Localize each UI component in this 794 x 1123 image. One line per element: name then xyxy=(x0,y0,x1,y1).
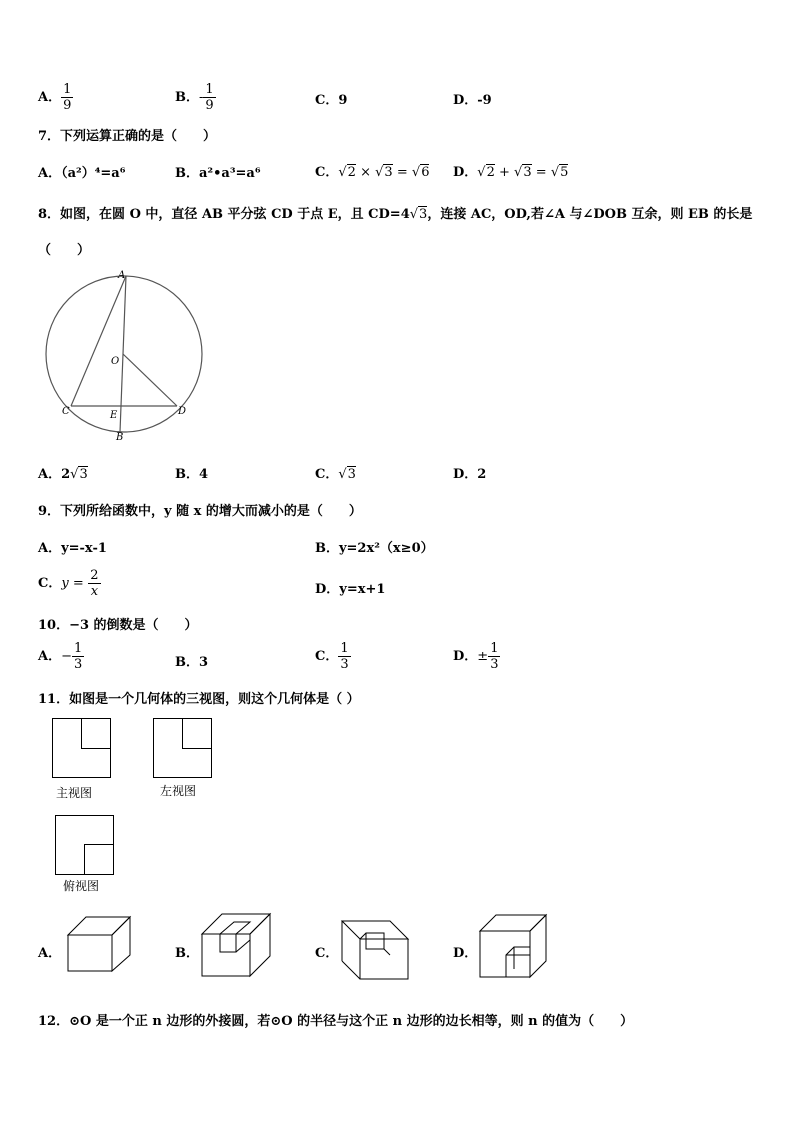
numerator: 1 xyxy=(74,641,83,656)
q9-option-c-fraction xyxy=(88,568,100,599)
q10-option-c-fraction xyxy=(338,641,350,672)
denominator: 9 xyxy=(205,98,214,113)
q10-option-d-fraction xyxy=(488,641,500,672)
operator: + xyxy=(499,165,510,180)
q10-option-a-sign: − xyxy=(61,649,72,664)
equals: = xyxy=(535,165,547,180)
label-b: B xyxy=(116,432,124,443)
q10-stem: 10．−3 的倒数是（ ） xyxy=(38,618,198,633)
q10-option-c[interactable] xyxy=(315,641,351,672)
q8-option-d[interactable]: D．2 xyxy=(453,467,487,482)
denominator: 3 xyxy=(74,657,83,672)
q6-option-a-label: A． xyxy=(38,90,62,105)
q11-option-b-label[interactable]: B． xyxy=(175,946,199,961)
q8-option-c[interactable]: C．√3 xyxy=(315,467,356,482)
q11-option-a-label[interactable]: A． xyxy=(38,946,62,961)
q9-option-a[interactable]: A．y=-x-1 xyxy=(38,541,107,556)
label-d: D xyxy=(178,406,187,417)
numerator: 1 xyxy=(205,82,214,97)
q10-option-d-label: D． xyxy=(453,649,478,664)
left-view-label: 左视图 xyxy=(160,784,197,798)
q6-option-c[interactable]: C．9 xyxy=(315,93,348,108)
q11-option-b-solid[interactable] xyxy=(200,912,274,978)
chord-ac xyxy=(71,276,126,406)
q9-stem: 9．下列所给函数中，y 随 x 的增大而减小的是（ ） xyxy=(38,504,362,519)
label-a: A xyxy=(118,270,126,281)
q9-option-c-y: y = xyxy=(61,576,84,591)
numerator: 1 xyxy=(340,641,349,656)
label-o: O xyxy=(111,356,120,367)
sqrt-operand: 5 xyxy=(560,165,569,180)
q11-option-c-label[interactable]: C． xyxy=(315,946,339,961)
q10-option-a[interactable] xyxy=(38,641,84,672)
q10-option-a-fraction xyxy=(72,641,84,672)
q9-option-c-label: C． xyxy=(38,576,62,591)
denominator: x xyxy=(88,583,100,599)
q11-option-a-solid[interactable] xyxy=(66,915,134,973)
q11-option-d-label[interactable]: D． xyxy=(453,946,478,961)
q6-option-b-sign: - xyxy=(199,90,204,105)
q7-option-b[interactable]: B．a²•a³=a⁶ xyxy=(175,166,261,181)
top-view-label: 俯视图 xyxy=(63,879,100,893)
q8-option-a-label: A．2 xyxy=(38,467,71,482)
front-view-label: 主视图 xyxy=(56,786,93,800)
q7-option-c-label: C． xyxy=(315,165,339,180)
q10-option-c-label: C． xyxy=(315,649,339,664)
left-view-figure xyxy=(153,718,213,780)
q11-option-c-solid[interactable] xyxy=(340,915,412,981)
q8-option-a[interactable]: A．2√3 xyxy=(38,467,88,482)
q8-stem-sqrt: 3 xyxy=(419,207,428,222)
q10-option-b[interactable]: B．3 xyxy=(175,655,209,670)
label-e: E xyxy=(110,410,118,421)
equals: = xyxy=(396,165,408,180)
q10-option-a-label: A． xyxy=(38,649,62,664)
front-view-figure xyxy=(52,718,112,780)
denominator: 9 xyxy=(63,98,72,113)
q9-option-c[interactable] xyxy=(38,568,101,599)
q9-option-d[interactable]: D．y=x+1 xyxy=(315,582,386,597)
q8-option-b[interactable]: B．4 xyxy=(175,467,209,482)
sqrt-operand: 3 xyxy=(79,467,88,482)
operator: × xyxy=(360,165,371,180)
q11-stem: 11．如图是一个几何体的三视图，则这个几何体是（ ） xyxy=(38,692,360,707)
numerator: 1 xyxy=(490,641,499,656)
q6-option-a[interactable] xyxy=(38,82,73,113)
q7-option-d-label: D． xyxy=(453,165,478,180)
q11-option-d-solid[interactable] xyxy=(478,913,550,979)
label-c: C xyxy=(62,406,70,417)
sqrt-operand: 3 xyxy=(384,165,393,180)
q8-stem-part2: ，连接 AC，OD,若∠A 与∠DOB 互余，则 EB 的长是 xyxy=(427,207,753,222)
sqrt-operand: 2 xyxy=(486,165,495,180)
q7-option-c[interactable]: C．√2 × √3 = √6 xyxy=(315,165,430,180)
q8-stem-part1: 8．如图，在圆 O 中，直径 AB 平分弦 CD 于点 E，且 CD=4 xyxy=(38,207,410,222)
numerator: 2 xyxy=(90,568,99,583)
q12-stem: 12．⊙O 是一个正 n 边形的外接圆，若⊙O 的半径与这个正 n 边形的边长相等，则 n 的值为（ ） xyxy=(38,1014,634,1029)
sqrt-operand: 2 xyxy=(347,165,356,180)
segment-od xyxy=(123,354,177,406)
numerator: 1 xyxy=(63,82,72,97)
q8-stem: 8．如图，在圆 O 中，直径 AB 平分弦 CD 于点 E，且 CD=4√3，连接 AC，OD,若∠A 与∠DOB 互余，则 EB 的长是 xyxy=(38,207,753,222)
q9-option-b[interactable]: B．y=2x²（x≥0） xyxy=(315,541,434,556)
q7-stem: 7．下列运算正确的是（ ） xyxy=(38,129,217,144)
q10-option-d[interactable] xyxy=(453,641,500,672)
q6-option-d[interactable]: D．-9 xyxy=(453,93,492,108)
q6-option-b[interactable] xyxy=(175,82,216,113)
q7-option-a[interactable]: A．（a²）⁴=a⁶ xyxy=(38,166,126,181)
sqrt-operand: 3 xyxy=(523,165,532,180)
q7-option-d[interactable]: D．√2 + √3 = √5 xyxy=(453,165,569,180)
denominator: 3 xyxy=(340,657,349,672)
q10-option-d-sign: ± xyxy=(477,649,489,664)
sqrt-operand: 3 xyxy=(347,467,356,482)
q6-option-b-fraction xyxy=(203,82,215,113)
q6-option-b-label: B． xyxy=(175,90,199,105)
top-view-figure xyxy=(55,815,115,877)
sqrt-operand: 6 xyxy=(421,165,430,180)
q8-circle-figure xyxy=(40,268,230,443)
denominator: 3 xyxy=(490,657,499,672)
q6-option-a-fraction xyxy=(61,82,73,113)
q8-stem-line2: （ ） xyxy=(38,243,91,258)
q8-option-c-label: C． xyxy=(315,467,339,482)
